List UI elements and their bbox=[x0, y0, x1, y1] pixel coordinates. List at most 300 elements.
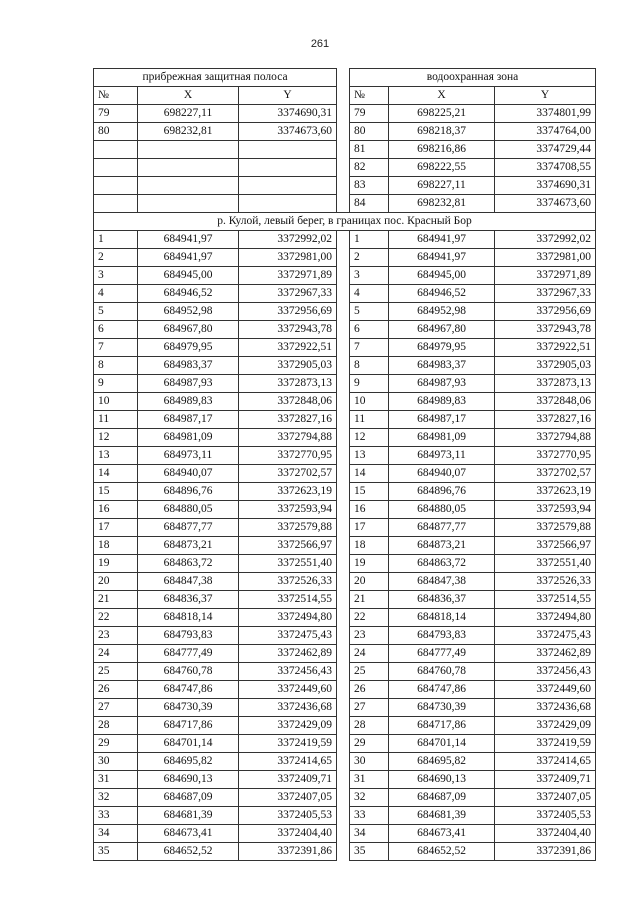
right-x-coordinate: 684673,41 bbox=[389, 825, 495, 843]
left-x-coordinate: 684747,86 bbox=[138, 681, 239, 699]
column-gap bbox=[337, 645, 350, 663]
right-y-coordinate: 3374801,99 bbox=[495, 105, 596, 123]
left-x-coordinate: 684695,82 bbox=[138, 753, 239, 771]
column-gap bbox=[337, 393, 350, 411]
right-point-number: 27 bbox=[350, 699, 389, 717]
column-gap bbox=[337, 87, 350, 105]
left-x-coordinate: 684777,49 bbox=[138, 645, 239, 663]
right-x-coordinate: 684747,86 bbox=[389, 681, 495, 699]
column-gap bbox=[337, 339, 350, 357]
right-x-coordinate: 684967,80 bbox=[389, 321, 495, 339]
left-point-number: 18 bbox=[94, 537, 138, 555]
right-x-coordinate: 684880,05 bbox=[389, 501, 495, 519]
right-point-number: 24 bbox=[350, 645, 389, 663]
right-point-number: 23 bbox=[350, 627, 389, 645]
column-gap bbox=[337, 375, 350, 393]
column-gap bbox=[337, 627, 350, 645]
left-x-coordinate: 684941,97 bbox=[138, 231, 239, 249]
right-point-number: 83 bbox=[350, 177, 389, 195]
right-x-coordinate: 684981,09 bbox=[389, 429, 495, 447]
left-point-number: 17 bbox=[94, 519, 138, 537]
column-gap bbox=[337, 465, 350, 483]
column-gap bbox=[337, 303, 350, 321]
left-point-number bbox=[94, 159, 138, 177]
table-row bbox=[94, 375, 596, 393]
right-point-number: 6 bbox=[350, 321, 389, 339]
left-point-number: 21 bbox=[94, 591, 138, 609]
left-point-number bbox=[94, 141, 138, 159]
left-x-coordinate: 684873,21 bbox=[138, 537, 239, 555]
right-y-coordinate: 3372514,55 bbox=[495, 591, 596, 609]
right-y-coordinate: 3372971,89 bbox=[495, 267, 596, 285]
left-y-coordinate: 3372449,60 bbox=[239, 681, 337, 699]
column-gap bbox=[337, 555, 350, 573]
table-row bbox=[94, 483, 596, 501]
right-point-number: 2 bbox=[350, 249, 389, 267]
left-y-coordinate: 3372848,06 bbox=[239, 393, 337, 411]
right-point-number: 9 bbox=[350, 375, 389, 393]
right-point-number: 79 bbox=[350, 105, 389, 123]
right-x-coordinate: 684863,72 bbox=[389, 555, 495, 573]
table-row bbox=[94, 465, 596, 483]
left-point-number: 32 bbox=[94, 789, 138, 807]
right-y-coordinate: 3372419,59 bbox=[495, 735, 596, 753]
left-x-coordinate bbox=[138, 177, 239, 195]
right-x-coordinate: 698218,37 bbox=[389, 123, 495, 141]
column-gap bbox=[337, 681, 350, 699]
page-number: 261 bbox=[310, 38, 330, 50]
left-x-coordinate: 684987,17 bbox=[138, 411, 239, 429]
left-x-coordinate: 684981,09 bbox=[138, 429, 239, 447]
left-x-coordinate: 684946,52 bbox=[138, 285, 239, 303]
left-point-number: 13 bbox=[94, 447, 138, 465]
column-gap bbox=[337, 69, 350, 87]
left-y-coordinate: 3372956,69 bbox=[239, 303, 337, 321]
left-point-number: 23 bbox=[94, 627, 138, 645]
left-x-coordinate: 684989,83 bbox=[138, 393, 239, 411]
right-x-coordinate: 684652,52 bbox=[389, 843, 495, 861]
right-x-coordinate: 684877,77 bbox=[389, 519, 495, 537]
right-col-x-header: X bbox=[389, 87, 495, 105]
right-y-coordinate: 3372981,00 bbox=[495, 249, 596, 267]
right-y-coordinate: 3372526,33 bbox=[495, 573, 596, 591]
right-x-coordinate: 698227,11 bbox=[389, 177, 495, 195]
right-x-coordinate: 684681,39 bbox=[389, 807, 495, 825]
right-x-coordinate: 684983,37 bbox=[389, 357, 495, 375]
column-gap bbox=[337, 411, 350, 429]
left-y-coordinate bbox=[239, 195, 337, 213]
right-y-coordinate: 3372593,94 bbox=[495, 501, 596, 519]
column-gap bbox=[337, 447, 350, 465]
right-y-coordinate: 3372956,69 bbox=[495, 303, 596, 321]
right-point-number: 4 bbox=[350, 285, 389, 303]
table-row bbox=[94, 141, 596, 159]
table-row bbox=[94, 429, 596, 447]
right-x-coordinate: 684946,52 bbox=[389, 285, 495, 303]
left-y-coordinate: 3372702,57 bbox=[239, 465, 337, 483]
table-row bbox=[94, 573, 596, 591]
column-gap bbox=[337, 159, 350, 177]
left-point-number: 15 bbox=[94, 483, 138, 501]
column-gap bbox=[337, 357, 350, 375]
left-col-y-header: Y bbox=[239, 87, 337, 105]
table-row bbox=[94, 681, 596, 699]
right-y-coordinate: 3372475,43 bbox=[495, 627, 596, 645]
table-row bbox=[94, 105, 596, 123]
left-col-no-header: № bbox=[94, 87, 138, 105]
left-y-coordinate bbox=[239, 177, 337, 195]
table-row bbox=[94, 771, 596, 789]
left-x-coordinate: 684690,13 bbox=[138, 771, 239, 789]
left-point-number: 12 bbox=[94, 429, 138, 447]
left-y-coordinate: 3372579,88 bbox=[239, 519, 337, 537]
right-y-coordinate: 3372827,16 bbox=[495, 411, 596, 429]
left-y-coordinate: 3372462,89 bbox=[239, 645, 337, 663]
right-point-number: 34 bbox=[350, 825, 389, 843]
left-x-coordinate: 684717,86 bbox=[138, 717, 239, 735]
right-y-coordinate: 3372943,78 bbox=[495, 321, 596, 339]
right-x-coordinate: 684818,14 bbox=[389, 609, 495, 627]
left-point-number: 34 bbox=[94, 825, 138, 843]
left-x-coordinate: 684941,97 bbox=[138, 249, 239, 267]
right-point-number: 20 bbox=[350, 573, 389, 591]
left-y-coordinate: 3372873,13 bbox=[239, 375, 337, 393]
left-point-number: 8 bbox=[94, 357, 138, 375]
left-point-number: 11 bbox=[94, 411, 138, 429]
left-x-coordinate: 684952,98 bbox=[138, 303, 239, 321]
table-row bbox=[94, 123, 596, 141]
left-y-coordinate: 3372514,55 bbox=[239, 591, 337, 609]
left-point-number: 33 bbox=[94, 807, 138, 825]
column-gap bbox=[337, 501, 350, 519]
left-point-number: 80 bbox=[94, 123, 138, 141]
left-x-coordinate: 684863,72 bbox=[138, 555, 239, 573]
right-y-coordinate: 3372566,97 bbox=[495, 537, 596, 555]
left-point-number: 79 bbox=[94, 105, 138, 123]
right-y-coordinate: 3372992,02 bbox=[495, 231, 596, 249]
right-x-coordinate: 684777,49 bbox=[389, 645, 495, 663]
left-y-coordinate bbox=[239, 141, 337, 159]
column-gap bbox=[337, 177, 350, 195]
right-y-coordinate: 3374708,55 bbox=[495, 159, 596, 177]
right-point-number: 10 bbox=[350, 393, 389, 411]
left-point-number: 20 bbox=[94, 573, 138, 591]
right-point-number: 14 bbox=[350, 465, 389, 483]
right-point-number: 26 bbox=[350, 681, 389, 699]
left-point-number: 9 bbox=[94, 375, 138, 393]
right-y-coordinate: 3372623,19 bbox=[495, 483, 596, 501]
section-title-row bbox=[94, 213, 596, 231]
left-y-coordinate: 3372409,71 bbox=[239, 771, 337, 789]
right-point-number: 84 bbox=[350, 195, 389, 213]
right-y-coordinate: 3372848,06 bbox=[495, 393, 596, 411]
left-y-coordinate: 3372456,43 bbox=[239, 663, 337, 681]
column-gap bbox=[337, 519, 350, 537]
table-row bbox=[94, 177, 596, 195]
left-x-coordinate: 684673,41 bbox=[138, 825, 239, 843]
left-x-coordinate: 684973,11 bbox=[138, 447, 239, 465]
right-point-number: 7 bbox=[350, 339, 389, 357]
right-point-number: 22 bbox=[350, 609, 389, 627]
right-x-coordinate: 684730,39 bbox=[389, 699, 495, 717]
left-y-coordinate: 3372407,05 bbox=[239, 789, 337, 807]
table-row bbox=[94, 825, 596, 843]
right-y-coordinate: 3372436,68 bbox=[495, 699, 596, 717]
left-x-coordinate bbox=[138, 159, 239, 177]
left-point-number: 16 bbox=[94, 501, 138, 519]
right-x-coordinate: 684701,14 bbox=[389, 735, 495, 753]
left-y-coordinate bbox=[239, 159, 337, 177]
left-y-coordinate: 3372404,40 bbox=[239, 825, 337, 843]
left-x-coordinate: 684896,76 bbox=[138, 483, 239, 501]
left-point-number: 6 bbox=[94, 321, 138, 339]
column-gap bbox=[337, 123, 350, 141]
left-y-coordinate: 3372475,43 bbox=[239, 627, 337, 645]
table-row bbox=[94, 321, 596, 339]
right-point-number: 5 bbox=[350, 303, 389, 321]
left-col-x-header: X bbox=[138, 87, 239, 105]
table-body bbox=[94, 69, 596, 861]
column-gap bbox=[337, 537, 350, 555]
right-x-coordinate: 684940,07 bbox=[389, 465, 495, 483]
left-y-coordinate: 3372943,78 bbox=[239, 321, 337, 339]
left-point-number: 10 bbox=[94, 393, 138, 411]
right-x-coordinate: 684873,21 bbox=[389, 537, 495, 555]
right-point-number: 35 bbox=[350, 843, 389, 861]
right-x-coordinate: 698225,21 bbox=[389, 105, 495, 123]
left-section-header: прибрежная защитная полоса bbox=[94, 69, 337, 87]
right-y-coordinate: 3372551,40 bbox=[495, 555, 596, 573]
left-x-coordinate: 684967,80 bbox=[138, 321, 239, 339]
left-x-coordinate bbox=[138, 141, 239, 159]
column-gap bbox=[337, 825, 350, 843]
right-x-coordinate: 684690,13 bbox=[389, 771, 495, 789]
left-y-coordinate: 3372391,86 bbox=[239, 843, 337, 861]
right-x-coordinate: 684987,93 bbox=[389, 375, 495, 393]
right-y-coordinate: 3374690,31 bbox=[495, 177, 596, 195]
left-point-number: 4 bbox=[94, 285, 138, 303]
left-y-coordinate: 3372967,33 bbox=[239, 285, 337, 303]
table-row bbox=[94, 555, 596, 573]
column-gap bbox=[337, 231, 350, 249]
left-y-coordinate: 3372981,00 bbox=[239, 249, 337, 267]
column-gap bbox=[337, 573, 350, 591]
left-y-coordinate: 3372405,53 bbox=[239, 807, 337, 825]
right-point-number: 30 bbox=[350, 753, 389, 771]
table-row bbox=[94, 843, 596, 861]
table-row bbox=[94, 537, 596, 555]
right-point-number: 1 bbox=[350, 231, 389, 249]
right-x-coordinate: 684717,86 bbox=[389, 717, 495, 735]
left-x-coordinate: 684836,37 bbox=[138, 591, 239, 609]
table-row bbox=[94, 285, 596, 303]
table-row bbox=[94, 717, 596, 735]
column-header-row bbox=[94, 87, 596, 105]
right-y-coordinate: 3372967,33 bbox=[495, 285, 596, 303]
right-y-coordinate: 3372409,71 bbox=[495, 771, 596, 789]
left-x-coordinate: 684793,83 bbox=[138, 627, 239, 645]
right-y-coordinate: 3372414,65 bbox=[495, 753, 596, 771]
right-y-coordinate: 3372873,13 bbox=[495, 375, 596, 393]
right-y-coordinate: 3374673,60 bbox=[495, 195, 596, 213]
right-y-coordinate: 3372456,43 bbox=[495, 663, 596, 681]
right-y-coordinate: 3372405,53 bbox=[495, 807, 596, 825]
table-row bbox=[94, 303, 596, 321]
right-point-number: 15 bbox=[350, 483, 389, 501]
right-point-number: 3 bbox=[350, 267, 389, 285]
left-x-coordinate: 684681,39 bbox=[138, 807, 239, 825]
left-x-coordinate: 684760,78 bbox=[138, 663, 239, 681]
left-x-coordinate: 684945,00 bbox=[138, 267, 239, 285]
column-gap bbox=[337, 717, 350, 735]
right-point-number: 32 bbox=[350, 789, 389, 807]
right-x-coordinate: 684896,76 bbox=[389, 483, 495, 501]
right-y-coordinate: 3372579,88 bbox=[495, 519, 596, 537]
column-gap bbox=[337, 141, 350, 159]
left-point-number: 24 bbox=[94, 645, 138, 663]
table-row bbox=[94, 753, 596, 771]
table-row bbox=[94, 663, 596, 681]
column-gap bbox=[337, 249, 350, 267]
right-point-number: 8 bbox=[350, 357, 389, 375]
right-x-coordinate: 684973,11 bbox=[389, 447, 495, 465]
left-point-number: 35 bbox=[94, 843, 138, 861]
column-gap bbox=[337, 591, 350, 609]
left-y-coordinate: 3372827,16 bbox=[239, 411, 337, 429]
left-point-number: 7 bbox=[94, 339, 138, 357]
left-y-coordinate: 3374673,60 bbox=[239, 123, 337, 141]
table-row bbox=[94, 393, 596, 411]
right-point-number: 19 bbox=[350, 555, 389, 573]
left-y-coordinate: 3372566,97 bbox=[239, 537, 337, 555]
table-row bbox=[94, 231, 596, 249]
right-x-coordinate: 684793,83 bbox=[389, 627, 495, 645]
left-y-coordinate: 3372551,40 bbox=[239, 555, 337, 573]
left-y-coordinate: 3372623,19 bbox=[239, 483, 337, 501]
right-x-coordinate: 684979,95 bbox=[389, 339, 495, 357]
right-x-coordinate: 684695,82 bbox=[389, 753, 495, 771]
table-row bbox=[94, 249, 596, 267]
left-point-number: 3 bbox=[94, 267, 138, 285]
table-row bbox=[94, 159, 596, 177]
left-y-coordinate: 3372992,02 bbox=[239, 231, 337, 249]
table-row bbox=[94, 339, 596, 357]
right-point-number: 13 bbox=[350, 447, 389, 465]
column-gap bbox=[337, 285, 350, 303]
right-point-number: 31 bbox=[350, 771, 389, 789]
left-y-coordinate: 3372922,51 bbox=[239, 339, 337, 357]
right-y-coordinate: 3374764,00 bbox=[495, 123, 596, 141]
right-point-number: 18 bbox=[350, 537, 389, 555]
left-x-coordinate: 684687,09 bbox=[138, 789, 239, 807]
right-y-coordinate: 3372429,09 bbox=[495, 717, 596, 735]
right-point-number: 25 bbox=[350, 663, 389, 681]
right-x-coordinate: 698216,86 bbox=[389, 141, 495, 159]
column-gap bbox=[337, 843, 350, 861]
left-y-coordinate: 3372429,09 bbox=[239, 717, 337, 735]
table-row bbox=[94, 519, 596, 537]
right-x-coordinate: 684687,09 bbox=[389, 789, 495, 807]
column-gap bbox=[337, 663, 350, 681]
table-row bbox=[94, 609, 596, 627]
right-y-coordinate: 3372494,80 bbox=[495, 609, 596, 627]
column-gap bbox=[337, 699, 350, 717]
right-section-header: водоохранная зона bbox=[350, 69, 596, 87]
left-x-coordinate: 684880,05 bbox=[138, 501, 239, 519]
left-point-number: 29 bbox=[94, 735, 138, 753]
left-point-number: 28 bbox=[94, 717, 138, 735]
column-gap bbox=[337, 105, 350, 123]
left-point-number: 31 bbox=[94, 771, 138, 789]
right-y-coordinate: 3372922,51 bbox=[495, 339, 596, 357]
left-point-number: 27 bbox=[94, 699, 138, 717]
right-point-number: 29 bbox=[350, 735, 389, 753]
right-x-coordinate: 698232,81 bbox=[389, 195, 495, 213]
right-y-coordinate: 3372407,05 bbox=[495, 789, 596, 807]
left-x-coordinate: 684818,14 bbox=[138, 609, 239, 627]
table-row bbox=[94, 411, 596, 429]
right-point-number: 12 bbox=[350, 429, 389, 447]
table-row bbox=[94, 699, 596, 717]
right-point-number: 28 bbox=[350, 717, 389, 735]
right-x-coordinate: 684941,97 bbox=[389, 231, 495, 249]
left-y-coordinate: 3372971,89 bbox=[239, 267, 337, 285]
column-gap bbox=[337, 609, 350, 627]
column-gap bbox=[337, 267, 350, 285]
right-y-coordinate: 3374729,44 bbox=[495, 141, 596, 159]
left-point-number: 19 bbox=[94, 555, 138, 573]
left-y-coordinate: 3372419,59 bbox=[239, 735, 337, 753]
right-x-coordinate: 684847,38 bbox=[389, 573, 495, 591]
left-y-coordinate: 3372794,88 bbox=[239, 429, 337, 447]
table-row bbox=[94, 267, 596, 285]
right-point-number: 16 bbox=[350, 501, 389, 519]
left-point-number: 2 bbox=[94, 249, 138, 267]
table-row bbox=[94, 645, 596, 663]
right-point-number: 17 bbox=[350, 519, 389, 537]
right-x-coordinate: 684945,00 bbox=[389, 267, 495, 285]
right-y-coordinate: 3372404,40 bbox=[495, 825, 596, 843]
left-y-coordinate: 3372494,80 bbox=[239, 609, 337, 627]
left-y-coordinate: 3372526,33 bbox=[239, 573, 337, 591]
table-row bbox=[94, 627, 596, 645]
left-point-number: 1 bbox=[94, 231, 138, 249]
table-row bbox=[94, 501, 596, 519]
right-point-number: 81 bbox=[350, 141, 389, 159]
section-title: р. Кулой, левый берег, в границах пос. Красный Бор bbox=[94, 213, 596, 231]
column-gap bbox=[337, 429, 350, 447]
right-y-coordinate: 3372391,86 bbox=[495, 843, 596, 861]
left-x-coordinate bbox=[138, 195, 239, 213]
table-row bbox=[94, 447, 596, 465]
table-row bbox=[94, 735, 596, 753]
left-x-coordinate: 698232,81 bbox=[138, 123, 239, 141]
right-point-number: 21 bbox=[350, 591, 389, 609]
left-x-coordinate: 698227,11 bbox=[138, 105, 239, 123]
right-y-coordinate: 3372702,57 bbox=[495, 465, 596, 483]
right-y-coordinate: 3372794,88 bbox=[495, 429, 596, 447]
section-header-row bbox=[94, 69, 596, 87]
column-gap bbox=[337, 753, 350, 771]
right-x-coordinate: 684760,78 bbox=[389, 663, 495, 681]
column-gap bbox=[337, 195, 350, 213]
column-gap bbox=[337, 321, 350, 339]
right-point-number: 80 bbox=[350, 123, 389, 141]
left-point-number: 5 bbox=[94, 303, 138, 321]
left-point-number bbox=[94, 177, 138, 195]
left-point-number: 22 bbox=[94, 609, 138, 627]
right-point-number: 11 bbox=[350, 411, 389, 429]
